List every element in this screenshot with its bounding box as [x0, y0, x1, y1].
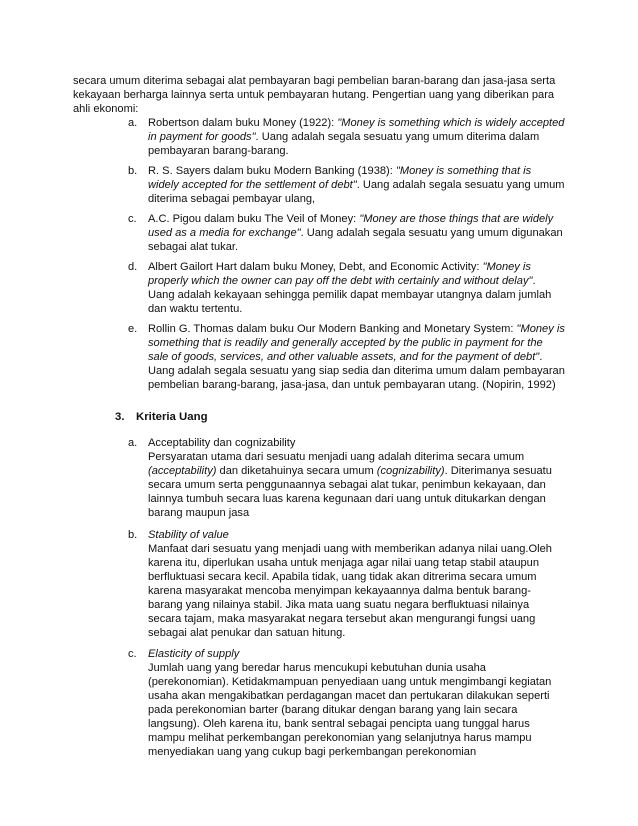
definition-lead: Robertson dalam buku Money (1922): — [148, 117, 338, 129]
definition-quote: "Money is something which is widely accepted in payment for goods" — [148, 117, 565, 143]
criteria-title: Acceptability dan cognizability — [148, 437, 296, 449]
criteria-block — [128, 647, 565, 759]
criteria-body — [148, 450, 565, 520]
definition-item — [128, 164, 565, 206]
criteria-term: (acceptability) — [148, 465, 217, 477]
definition-quote: "Money is properly which the owner can pay off the debt with certainly and without delay" — [148, 261, 533, 287]
list-marker: e. — [128, 323, 138, 335]
definition-quote: "Money is something that is readily and generally accepted by the public in payment for the sale of goods, services, and other valuable assets, and for the payment of debt" — [148, 323, 565, 363]
definition-rest: . Uang adalah segala sesuatu yang siap sedia dan diterima umum dalam pembayaran pembelian barang-barang, jasa-jasa, dan untuk pembayaran utang. (Nopirin, 1992) — [148, 351, 565, 391]
criteria-body: Jumlah uang yang beredar harus mencukupi kebutuhan dunia usaha (perekonomian). Ketidakmampuan penyediaan uang untuk mengimbangi kegiatan usaha akan mengakibatkan perdagangan macet dan pertukaran dilakukan seperti pada perekonomian barter (barang ditukar dengan barang yang lain secara langsung). Oleh karena itu, bank sentral sebagai pencipta uang tunggal harus mampu melihat perkembangan perekonomian yang selanjutnya harus mampu menyediakan uang yang cukup bagi perkembangan perekonomian — [148, 662, 552, 758]
definition-lead: R. S. Sayers dalam buku Modern Banking (1938): — [148, 165, 396, 177]
criteria-item — [128, 647, 565, 765]
definition-rest: . Uang adalah kekayaan sehingga pemilik dapat membayar utangnya dalam jumlah dan waktu tertentu. — [148, 275, 552, 315]
criteria-item — [128, 436, 565, 526]
definition-list — [128, 116, 565, 398]
list-marker: c. — [128, 213, 137, 225]
list-marker: c. — [128, 648, 137, 660]
criteria-title: Stability of value — [148, 529, 229, 541]
criteria-title: Elasticity of supply — [148, 648, 240, 660]
criteria-text: Persyaratan utama dari sesuatu menjadi uang adalah diterima secara umum — [148, 451, 525, 463]
criteria-body: Manfaat dari sesuatu yang menjadi uang with memberikan adanya nilai uang.Oleh karena itu, diperlukan usaha untuk menjaga agar nilai uang tetap stabil ataupun berfluktuasi secara kecil. Apabila tidak, uang tidak akan ditrerima secara umum karena masyarakat mencoba menyimpan kekayaannya dalma bentuk barang-barang yang nilainya stabil. Jika mata uang suatu negara berfluktuasi nilainya secara tajam, maka masyarakat negara tersebut akan mengurangi fungsi uang sebagai alat penukar dan satuan hitung. — [148, 543, 552, 639]
intro-paragraph: secara umum diterima sebagai alat pembayaran bagi pembelian baran-barang dan jasa-jasa serta kekayaan berharga lainnya serta untuk pembayaran hutang. Pengertian uang yang diberikan para ahli ekonomi: — [73, 75, 556, 115]
criteria-term: (cognizability) — [376, 465, 445, 477]
list-marker: a. — [128, 117, 138, 129]
definition-quote: "Money are those things that are widely used as a media for exchange" — [148, 213, 554, 239]
list-marker: a. — [128, 437, 138, 449]
list-marker: d. — [128, 261, 138, 273]
definition-rest: . Uang adalah segala sesuatu yang umum digunakan sebagai alat tukar. — [148, 227, 563, 253]
definition-lead: A.C. Pigou dalam buku The Veil of Money: — [148, 213, 360, 225]
section-title: Kriteria Uang — [136, 411, 208, 423]
definition-quote: "Money is something that is widely accepted for the settlement of debt" — [148, 165, 532, 191]
definition-item — [128, 260, 565, 316]
criteria-block — [128, 436, 565, 520]
definition-lead: Albert Gailort Hart dalam buku Money, Debt, and Economic Activity: — [148, 261, 483, 273]
definition-item — [128, 212, 565, 254]
criteria-item — [128, 528, 565, 646]
list-marker: b. — [128, 165, 138, 177]
list-marker: b. — [128, 529, 138, 541]
criteria-text: . Diterimanya sesuatu secara umum serta penggunaannya sebagai alat tukar, penimbun kekayaan, dan lainnya tumbuh secara luas karena kegunaan dari uang untuk ditukarkan dengan barang maupun jasa — [148, 465, 552, 519]
definition-rest: . Uang adalah segala sesuatu yang umum diterima dalam pembayaran barang-barang. — [148, 131, 540, 157]
definition-item — [128, 116, 565, 158]
section-number: 3. — [115, 411, 125, 423]
definition-item — [128, 322, 565, 392]
criteria-text: dan diketahuinya secara umum — [216, 465, 377, 477]
criteria-block — [128, 528, 565, 640]
definition-lead: Rollin G. Thomas dalam buku Our Modern Banking and Monetary System: — [148, 323, 517, 335]
definition-rest: . Uang adalah segala sesuatu yang umum diterima sebagai pembayar ulang, — [148, 179, 565, 205]
section-heading — [115, 410, 208, 424]
